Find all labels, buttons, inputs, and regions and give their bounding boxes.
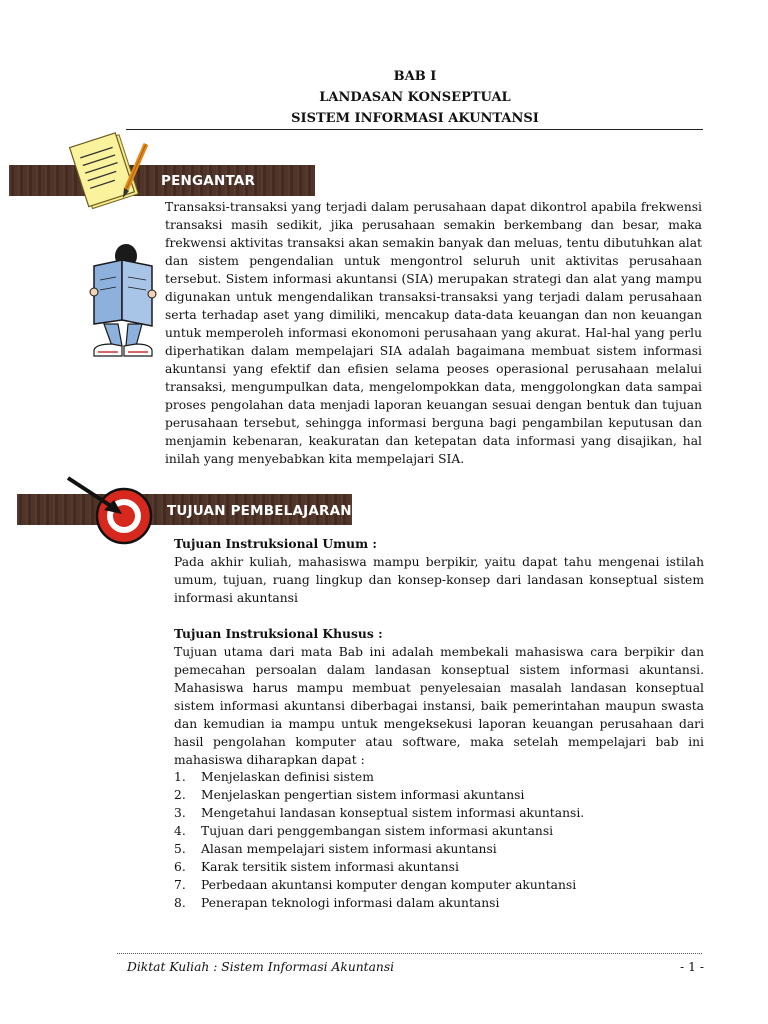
list-item: 1. Menjelaskan definisi sistem	[174, 770, 374, 784]
objectives-heading: TUJUAN PEMBELAJARAN	[167, 503, 352, 519]
list-item: 5. Alasan mempelajari sistem informasi akuntansi	[174, 842, 497, 856]
intro-paragraph	[165, 198, 702, 468]
intro-heading: PENGANTAR	[161, 173, 256, 189]
list-item: 3. Mengetahui landasan konseptual sistem informasi akuntansi.	[174, 806, 585, 820]
footer-course-title: Diktat Kuliah : Sistem Informasi Akuntansi	[127, 960, 395, 974]
general-objective	[174, 535, 704, 607]
page-number: - 1 -	[680, 960, 704, 974]
specific-objective-title: Tujuan Instruksional Khusus :	[174, 626, 383, 641]
chapter-topic: SISTEM INFORMASI AKUNTANSI	[291, 111, 539, 126]
list-item: 2. Menjelaskan pengertian sistem informasi akuntansi	[174, 788, 525, 802]
notepad-pencil-icon	[68, 130, 152, 214]
footer-divider	[117, 953, 702, 954]
list-item: 8. Penerapan teknologi informasi dalam akuntansi	[174, 896, 500, 910]
specific-objective-text: Tujuan utama dari mata Bab ini adalah membekali mahasiswa cara berpikir dan pemecahan persoalan dalam landasan konseptual sistem informasi akuntansi. Mahasiswa harus mampu membuat penyelesaian masalah landasan konseptual sistem informasi akuntansi diberbagai instansi, baik pemerintahan maupun swasta dan kemudian ia mampu untuk mengeksekusi laporan keuangan perusahaan dari hasil pengolahan komputer atau software, maka setelah mempelajari bab ini mahasiswa diharapkan dapat :	[174, 645, 704, 767]
list-item: 4. Tujuan dari penggembangan sistem informasi akuntansi	[174, 824, 554, 838]
intro-text: Transaksi-transaksi yang terjadi dalam perusahaan dapat dikontrol apabila frekwensi transaksi masih sedikit, jika perusahaan semakin berkembang dan besar, maka frekwensi aktivitas transaksi akan semakin banyak dan meluas, tentu dibutuhkan alat dan sistem pengendalian untuk mengontrol seluruh unit aktivitas perusahaan tersebut. Sistem informasi akuntansi (SIA) merupakan strategi dan alat yang mampu digunakan untuk mengendalikan transaksi-transaksi yang terjadi dalam perusahaan serta terhadap aset yang dimiliki, mencakup data-data keuangan dan non keuangan untuk memperoleh informasi ekonomoni perusahaan yang akurat. Hal-hal yang perlu diperhatikan dalam mempelajari SIA adalah bagaimana membuat sistem informasi akuntansi yang efektif dan efisien selama peoses operasional perusahaan melalui transaksi, mengumpulkan data, mengelompokkan data, menggolongkan data sampai proses pengolahan data menjadi laporan keuangan sesuai dengan bentuk dan tujuan perusahaan tersebut, sehingga informasi berguna bagi pengambilan keputusan dan menjamin kebenaran, keakuratan dan ketepatan data informasi yang disajikan, hal inilah yang menyebabkan kita mempelajari SIA.	[165, 200, 702, 466]
list-item: 7. Perbedaan akuntansi komputer dengan komputer akuntansi	[174, 878, 577, 892]
chapter-subtitle: LANDASAN KONSEPTUAL	[319, 90, 511, 105]
title-divider	[126, 129, 703, 130]
chapter-number: BAB I	[393, 69, 437, 84]
objectives-list	[174, 768, 704, 912]
general-objective-text: Pada akhir kuliah, mahasiswa mampu berpikir, yaitu dapat tahu mengenai istilah umum, tujuan, ruang lingkup dan konsep-konsep dari landasan konseptual sistem informasi akuntansi	[174, 555, 704, 605]
general-objective-title: Tujuan Instruksional Umum :	[174, 536, 377, 551]
list-item: 6. Karak tersitik sistem informasi akuntansi	[174, 860, 459, 874]
target-arrow-icon	[64, 474, 156, 546]
reading-person-icon	[88, 240, 158, 362]
specific-objective	[174, 625, 704, 769]
chapter-title	[0, 66, 768, 129]
